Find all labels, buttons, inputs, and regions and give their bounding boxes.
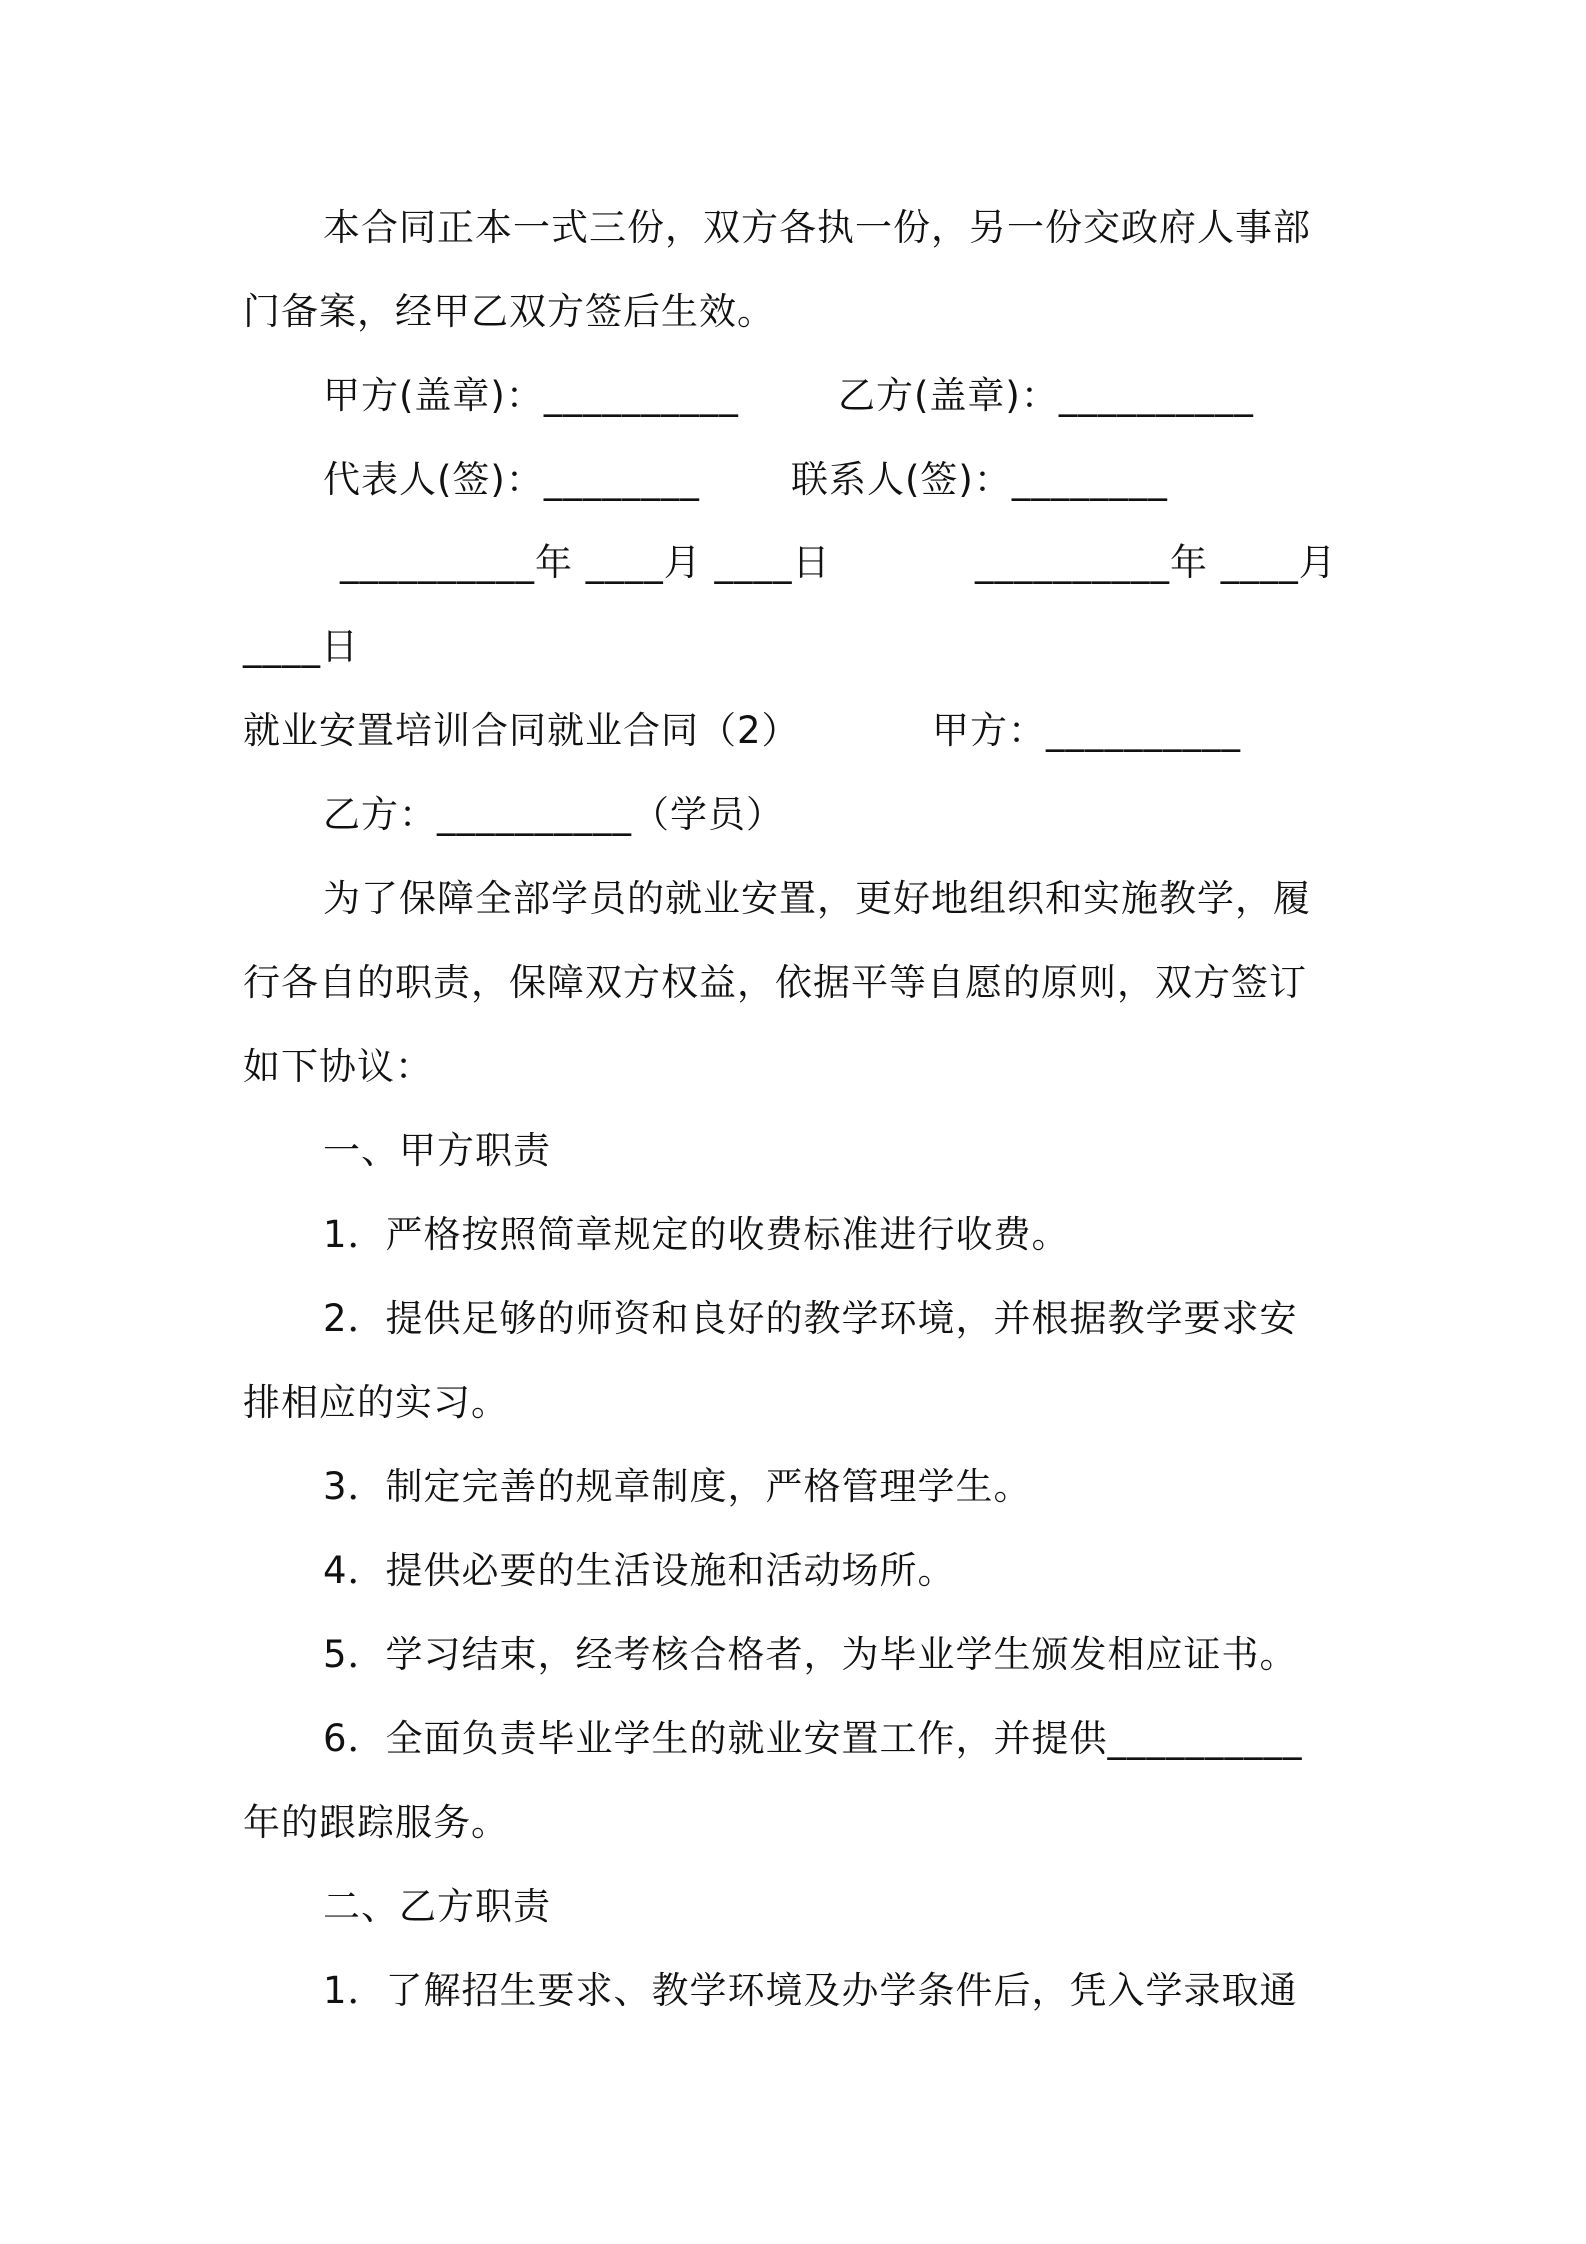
representative-signature: 代表人(签)：________ (323, 458, 700, 501)
intro-line-1: 为了保障全部学员的就业安置，更好地组织和实施教学，履 (323, 877, 1311, 920)
contact-signature: 联系人(签)：________ (791, 458, 1168, 501)
date-line-2 (0, 621, 1586, 673)
party-a-field: 甲方：__________ (932, 709, 1241, 752)
paragraph-copies-line-1: 本合同正本一式三份，双方各执一份，另一份交政府人事部 (323, 206, 1311, 249)
section-heading-party-b: 二、乙方职责 (323, 1885, 551, 1928)
intro-line-2: 行各自的职责，保障双方权益，依据平等自愿的原则，双方签订 (243, 961, 1307, 1004)
date-party-b: __________年 ____月 (975, 541, 1337, 584)
date-party-a: __________年 ____月 ____日 (340, 541, 831, 584)
clause-a3: 3．制定完善的规章制度，严格管理学生。 (323, 1465, 1032, 1508)
clause-a6-line-1: 6．全面负责毕业学生的就业安置工作，并提供__________ (323, 1717, 1303, 1760)
party-b-field: 乙方：__________（学员） (323, 793, 784, 836)
clause-a6-line-2: 年的跟踪服务。 (243, 1801, 509, 1844)
party-b-line (0, 789, 1586, 841)
date-line (0, 537, 1586, 589)
section-heading-party-a: 一、甲方职责 (323, 1129, 551, 1172)
clause-a5: 5．学习结束，经考核合格者，为毕业学生颁发相应证书。 (323, 1633, 1298, 1676)
party-b-seal: 乙方(盖章)：__________ (838, 374, 1254, 417)
signature-line (0, 454, 1586, 506)
date-party-b-day: ____日 (243, 625, 359, 668)
clause-b1: 1．了解招生要求、教学环境及办学条件后，凭入学录取通 (323, 1969, 1298, 2012)
intro-line-3: 如下协议： (243, 1045, 433, 1088)
clause-a2-line-1: 2．提供足够的师资和良好的教学环境，并根据教学要求安 (323, 1297, 1298, 1340)
paragraph-copies-line-2: 门备案，经甲乙双方签后生效。 (243, 290, 775, 333)
clause-a1: 1．严格按照简章规定的收费标准进行收费。 (323, 1213, 1070, 1256)
seal-line (0, 370, 1586, 422)
contract-title: 就业安置培训合同就业合同（2） (243, 709, 800, 752)
party-a-seal: 甲方(盖章)：__________ (323, 374, 739, 417)
clause-a2-line-2: 排相应的实习。 (243, 1381, 509, 1424)
clause-a4: 4．提供必要的生活设施和活动场所。 (323, 1549, 956, 1592)
contract-title-line (0, 705, 1586, 757)
